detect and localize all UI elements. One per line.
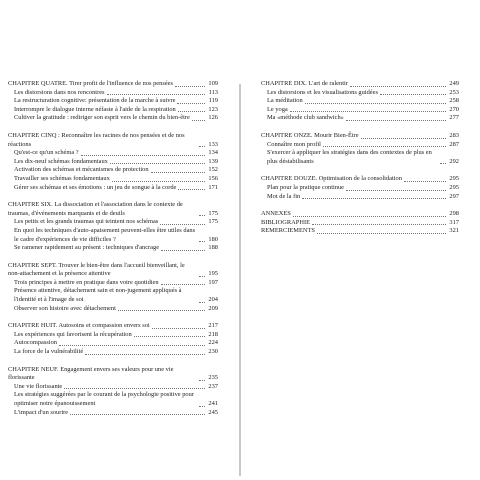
toc-entry	[8, 158, 218, 167]
dot-leader	[323, 146, 446, 147]
page-number: 283	[449, 131, 459, 139]
dot-leader	[199, 215, 205, 216]
page-number: 224	[208, 339, 218, 347]
toc-entry-title: Une vie florissante	[14, 382, 63, 390]
page-number: 230	[208, 348, 218, 356]
dot-leader	[177, 103, 205, 104]
dot-leader	[199, 146, 205, 147]
toc-entry-title: CHAPITRE NEUF. Engagement envers ses valeurs pour une vie florissante	[8, 365, 174, 382]
page-number: 175	[208, 218, 218, 226]
dot-leader	[178, 111, 205, 112]
toc-entry-title: La méditation	[267, 97, 303, 105]
toc-entry-title: Les dix-neuf schémas fondamentaux	[14, 157, 108, 165]
dot-leader	[312, 224, 446, 225]
toc-entry-title: Gérer ses schémas et ses émotions : un jeu de songue à la corde	[14, 183, 177, 191]
dot-leader	[199, 276, 205, 277]
page-number: 109	[208, 80, 218, 87]
dot-leader	[112, 181, 205, 182]
toc-entry-title: ANNEXES	[261, 210, 291, 218]
toc-entry-title: Les distorsions dans nos rencontres	[14, 88, 105, 96]
page-number: 123	[208, 105, 218, 113]
page-number: 258	[449, 97, 459, 105]
toc-entry	[8, 348, 218, 357]
toc-entry	[8, 97, 218, 106]
toc-entry	[261, 149, 459, 166]
toc-entry	[261, 106, 459, 115]
toc-chapter-title	[261, 210, 459, 219]
toc-chapter-block	[8, 201, 218, 253]
toc-entry-title: CHAPITRE DIX. L'art de ralentir	[261, 80, 348, 87]
toc-chapter-title	[8, 80, 218, 89]
toc-chapter-title	[261, 175, 459, 184]
page-number: 217	[208, 322, 218, 330]
toc-entry	[261, 97, 459, 106]
page-number: 297	[449, 192, 459, 200]
page-number: 298	[449, 210, 459, 218]
toc-entry	[8, 227, 218, 244]
dot-leader	[70, 414, 205, 415]
toc-entry-title: CHAPITRE HUIT. Autosoins et compassion envers soi	[8, 322, 150, 330]
toc-entry-title: Observer son histoire avec détachement	[14, 304, 116, 312]
page-number: 126	[208, 114, 218, 122]
toc-entry	[261, 114, 459, 123]
page-number: 134	[208, 149, 218, 157]
page-number: 188	[208, 244, 218, 252]
page-number: 113	[208, 88, 218, 96]
toc-chapter-block	[8, 80, 218, 123]
toc-entry	[8, 383, 218, 392]
toc-entry-title: Trois principes à mettre en pratique dans votre quotidien	[14, 278, 159, 286]
toc-entry-title: Plan pour la pratique continue	[267, 183, 345, 191]
toc-entry	[8, 89, 218, 98]
toc-chapter-block	[261, 210, 459, 236]
page-number: 152	[208, 166, 218, 174]
toc-entry	[8, 339, 218, 348]
toc-entry-title: Autocompassion	[14, 339, 57, 347]
page-number: 287	[449, 140, 459, 148]
page-number: 253	[449, 88, 459, 96]
dot-leader	[161, 284, 205, 285]
toc-entry	[8, 391, 218, 408]
toc-entry-title: Ma «méthode club sandwich»	[267, 114, 344, 122]
toc-entry	[8, 244, 218, 253]
toc-chapter-title	[8, 262, 218, 279]
page-number: 204	[208, 296, 218, 304]
page-number: 209	[208, 304, 218, 312]
dot-leader	[305, 103, 446, 104]
toc-entry	[8, 279, 218, 288]
page-number: 180	[208, 235, 218, 243]
toc-entry-title: Travailler ses schémas fondamentaux	[14, 174, 110, 182]
toc-entry	[8, 409, 218, 418]
page-number: 139	[208, 157, 218, 165]
toc-entry-title: L'impact d'un sourire	[14, 408, 69, 416]
toc-entry-title: Qu'est-ce qu'un schéma ?	[14, 149, 79, 157]
dot-leader	[440, 163, 446, 164]
toc-entry	[8, 331, 218, 340]
page-number: 133	[208, 140, 218, 148]
toc-entry	[8, 114, 218, 123]
page-number: 156	[208, 174, 218, 182]
dot-leader	[293, 216, 446, 217]
dot-leader	[317, 233, 446, 234]
toc-entry	[8, 166, 218, 175]
toc-entry-title: Le yoga	[267, 105, 288, 113]
toc-chapter-title	[261, 80, 459, 89]
toc-entry-title: CHAPITRE SIX. La dissociation et l'association dans le contexte de traumas, d'événements marquants et de deuils	[8, 201, 183, 217]
toc-column-right	[261, 80, 459, 245]
page-number: 195	[208, 270, 218, 278]
dot-leader	[199, 380, 205, 381]
toc-entry-title: REMERCIEMENTS	[261, 227, 315, 235]
dot-leader	[346, 190, 446, 191]
toc-chapter-title	[261, 227, 459, 236]
toc-entry	[8, 149, 218, 158]
dot-leader	[160, 224, 205, 225]
toc-entry	[261, 184, 459, 193]
dot-leader	[199, 241, 205, 242]
toc-entry-title: Interrompre le dialogue interne néfaste à l'aide de la respiration	[14, 105, 176, 113]
toc-entry	[8, 184, 218, 193]
toc-entry-title: En quoi les techniques d'auto-apaisement peuvent-elles être utiles dans le cadre d'expériences de vie difficiles ?	[14, 226, 196, 243]
toc-entry-title: La restructuration cognitive: présentation de la marche à suivre	[14, 97, 176, 105]
toc-entry-title: Les expériences qui favorisent la récupération	[14, 330, 132, 338]
toc-chapter-title	[8, 132, 218, 149]
toc-chapter-block	[8, 262, 218, 314]
dot-leader	[178, 189, 205, 190]
page-number: 295	[449, 175, 459, 183]
toc-column-left	[8, 80, 218, 426]
dot-leader	[346, 120, 446, 121]
toc-entry	[8, 106, 218, 115]
dot-leader	[361, 138, 446, 139]
page-number: 171	[208, 183, 218, 191]
right-page	[240, 0, 480, 480]
toc-entry	[8, 287, 218, 304]
dot-leader	[199, 406, 205, 407]
page-number: 237	[208, 382, 218, 390]
dot-leader	[134, 336, 205, 337]
toc-entry-title: Mot de la fin	[267, 192, 301, 200]
toc-chapter-title	[261, 219, 459, 228]
dot-leader	[59, 345, 205, 346]
page-number: 197	[208, 278, 218, 286]
page-number: 218	[208, 330, 218, 338]
dot-leader	[152, 328, 205, 329]
dot-leader	[81, 155, 205, 156]
dot-leader	[199, 302, 205, 303]
toc-entry-title: CHAPITRE CINQ : Reconnaître les racines de nos pensées et de nos réactions	[8, 131, 185, 148]
dot-leader	[302, 198, 446, 199]
toc-chapter-title	[8, 366, 218, 383]
dot-leader	[175, 86, 205, 87]
toc-entry-title: La force de la vulnérabilité	[14, 348, 84, 356]
dot-leader	[350, 86, 446, 87]
page-number: 245	[208, 408, 218, 416]
dot-leader	[290, 111, 446, 112]
page-number: 277	[449, 114, 459, 122]
dot-leader	[118, 310, 205, 311]
toc-entry-title: Cultiver la gratitude : rediriger son esprit vers le chemin du bien-être	[14, 114, 190, 122]
page-number: 295	[449, 183, 459, 191]
toc-chapter-block	[261, 132, 459, 166]
toc-entry-title: Activation des schémas et mécanismes de protection	[14, 166, 149, 174]
toc-entry-title: CHAPITRE QUATRE. Tirer profit de l'influence de nos pensées	[8, 80, 173, 87]
toc-chapter-block	[8, 322, 218, 356]
toc-entry-title: CHAPITRE DOUZE. Optimisation de la consolidation	[261, 175, 402, 183]
page-number: 119	[208, 97, 218, 105]
toc-entry-title: BIBLIOGRAPHIE	[261, 218, 310, 226]
page-number: 292	[449, 157, 459, 165]
toc-entry-title: Connaître mon profil	[267, 140, 321, 148]
toc-entry-title: CHAPITRE SEPT. Trouver le bien-être dans l'accueil bienveillant, le non-attachement et la présence attentive	[8, 261, 185, 278]
toc-entry	[8, 218, 218, 227]
toc-entry	[261, 193, 459, 202]
toc-chapter-title	[261, 132, 459, 141]
page-number: 270	[449, 105, 459, 113]
toc-entry	[261, 89, 459, 98]
toc-entry-title: Les petits et les grands traumas qui teintent nos schémas	[14, 218, 159, 226]
page-number: 175	[208, 209, 218, 217]
dot-leader	[107, 94, 205, 95]
page-number: 235	[208, 374, 218, 382]
toc-entry-title: S'exercer à appliquer les stratégies dans des contextes de plus en plus déstabilisants	[267, 149, 432, 165]
toc-chapter-block	[8, 132, 218, 192]
toc-entry	[8, 175, 218, 184]
toc-entry-title: CHAPITRE ONZE. Mourir Bien-Être	[261, 131, 359, 139]
dot-leader	[110, 163, 205, 164]
toc-chapter-title	[8, 322, 218, 331]
dot-leader	[404, 181, 446, 182]
toc-chapter-block	[8, 366, 218, 418]
dot-leader	[85, 354, 205, 355]
toc-chapter-block	[261, 80, 459, 123]
page-number: 249	[449, 80, 459, 87]
dot-leader	[151, 172, 205, 173]
dot-leader	[161, 250, 205, 251]
toc-entry-title: Présence attentive, détachement sain et non-jugement appliqués à l'identité et à l'image de soi	[14, 287, 182, 304]
page-number: 321	[449, 227, 459, 235]
toc-entry-title: Les distorsions et les visualisations guidées	[267, 88, 378, 96]
toc-entry-title: Les stratégies suggérées par le courant de la psychologie positive pour optimiser notre épanouissement	[14, 391, 194, 407]
page-number: 241	[208, 400, 218, 407]
toc-entry-title: Se ramener rapidement au présent : techniques d'ancrage	[14, 244, 160, 252]
dot-leader	[380, 94, 446, 95]
toc-chapter-block	[261, 175, 459, 201]
toc-entry	[8, 305, 218, 314]
dot-leader	[64, 388, 205, 389]
page-number: 317	[449, 218, 459, 226]
dot-leader	[192, 120, 205, 121]
toc-entry	[261, 141, 459, 150]
toc-chapter-title	[8, 201, 218, 218]
